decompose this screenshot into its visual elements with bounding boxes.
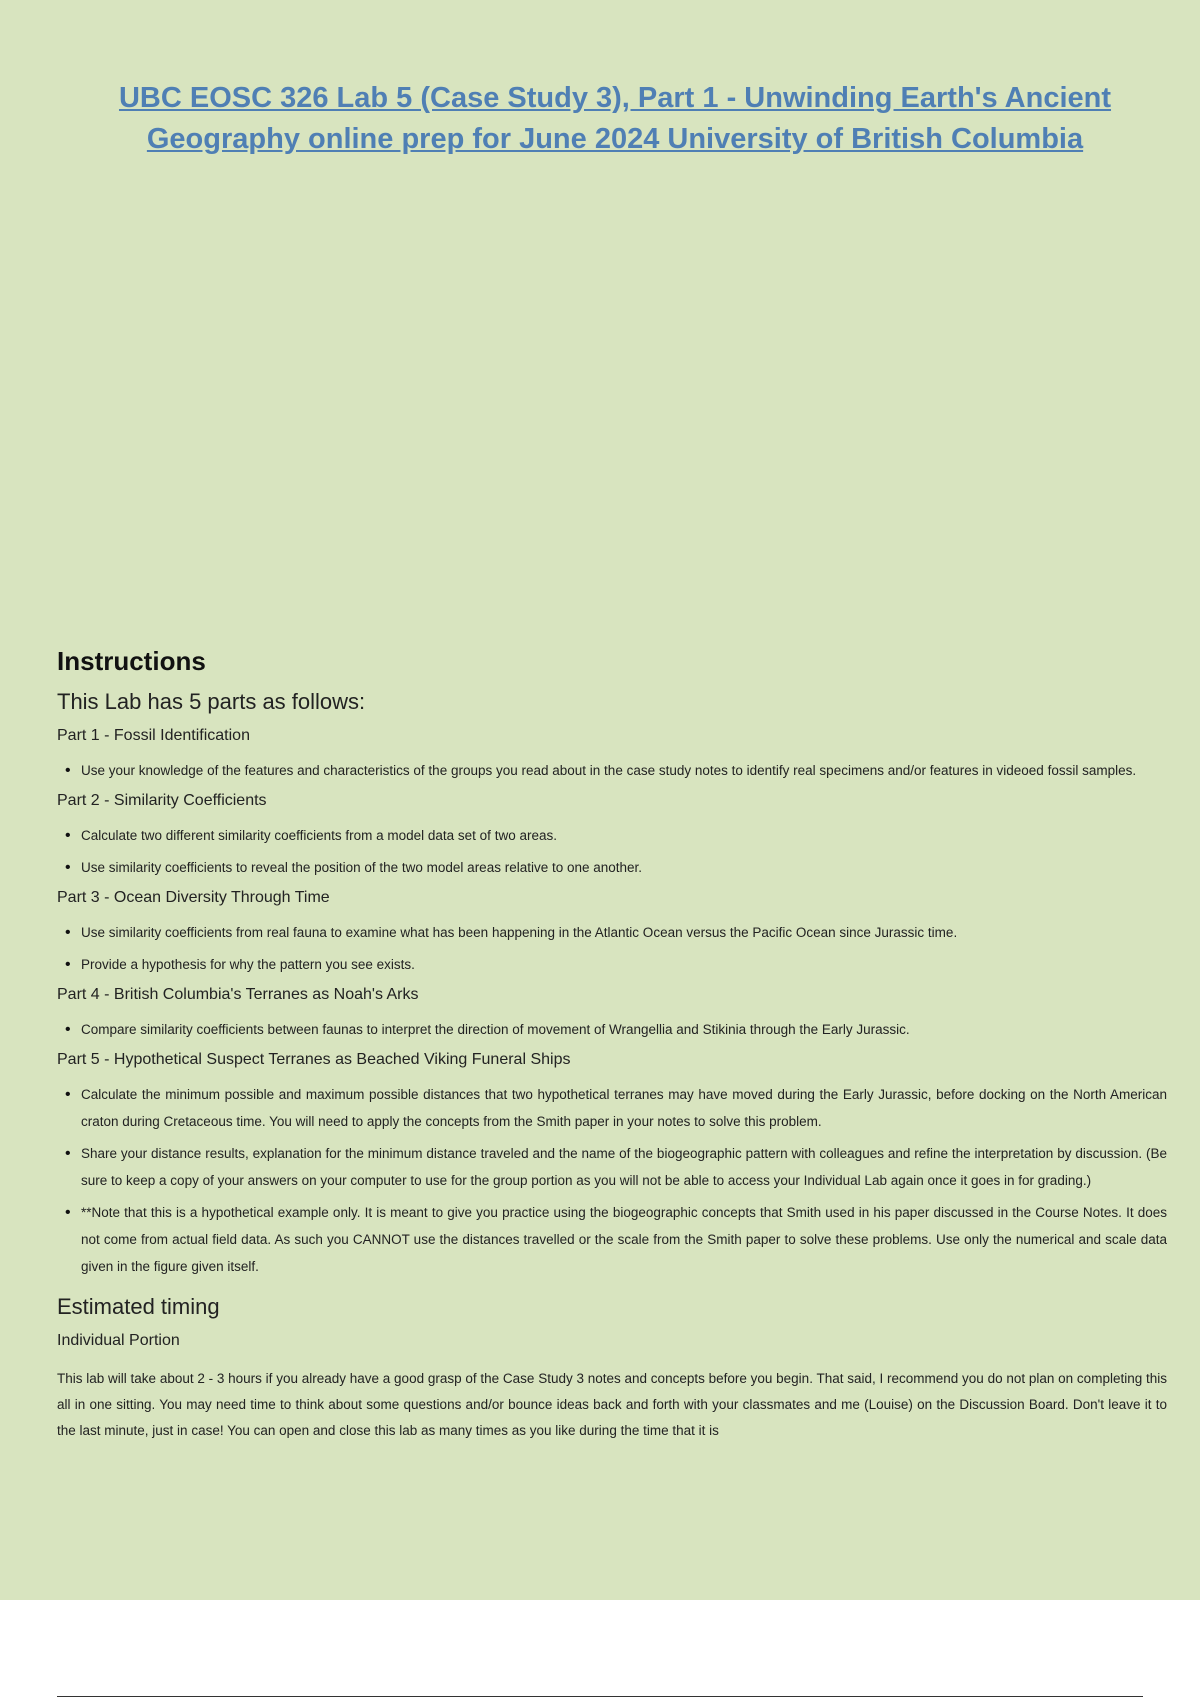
part-4-list bbox=[57, 1016, 1167, 1043]
list-item: • Use your knowledge of the features and characteristics of the groups you read about in the case study notes to identify real specimens and/or features in videoed fossil samples. bbox=[65, 757, 1167, 784]
timing-heading: Estimated timing bbox=[57, 1294, 220, 1319]
part-1-title: Part 1 - Fossil Identification bbox=[57, 727, 250, 744]
part-2-list bbox=[57, 822, 1167, 881]
list-item: • Calculate the minimum possible and maximum possible distances that two hypothetical terranes may have moved during the Early Jurassic, before docking on the North American craton during Cretaceous time. You will need to apply the concepts from the Smith paper in your notes to solve this problem. bbox=[65, 1081, 1167, 1135]
timing-paragraph: This lab will take about 2 - 3 hours if you already have a good grasp of the Case Study 3 notes and concepts before you begin. That said, I recommend you do not plan on completing this all in one sitting. You may need time to think about some questions and/or bounce ideas back and forth with your classmates and me (Louise) on the Discussion Board. Don't leave it to the last minute, just in case! You can open and close this lab as many times as you like during the time that it is bbox=[57, 1371, 1167, 1438]
list-item: • Use similarity coefficients to reveal the position of the two model areas relative to one another. bbox=[65, 854, 1167, 881]
document-title-link[interactable]: UBC EOSC 326 Lab 5 (Case Study 3), Part 1 - Unwinding Earth's Ancient Geography online prep for June 2024 University of British Columbia bbox=[118, 82, 1112, 155]
list-item: • **Note that this is a hypothetical example only. It is meant to give you practice using the biogeographic concepts that Smith used in his paper discussed in the Course Notes. It does not come from actual field data. As such you CANNOT use the distances travelled or the scale from the Smith paper to solve these problems. Use only the numerical and scale data given in the figure given itself. bbox=[65, 1199, 1167, 1280]
part-3-list bbox=[57, 919, 1167, 978]
part-5-title: Part 5 - Hypothetical Suspect Terranes as Beached Viking Funeral Ships bbox=[57, 1051, 571, 1068]
instructions-heading: Instructions bbox=[57, 646, 206, 676]
parts-intro: This Lab has 5 parts as follows: bbox=[57, 689, 366, 714]
part-2-title: Part 2 - Similarity Coefficients bbox=[57, 792, 267, 809]
list-item: • Compare similarity coefficients between faunas to interpret the direction of movement of Wrangellia and Stikinia through the Early Jurassic. bbox=[65, 1016, 1167, 1043]
list-item: • Use similarity coefficients from real fauna to examine what has been happening in the Atlantic Ocean versus the Pacific Ocean since Jurassic time. bbox=[65, 919, 1167, 946]
document-body bbox=[57, 646, 1167, 1444]
part-4-title: Part 4 - British Columbia's Terranes as Noah's Arks bbox=[57, 986, 419, 1003]
list-item: • Calculate two different similarity coefficients from a model data set of two areas. bbox=[65, 822, 1167, 849]
list-item: • Share your distance results, explanation for the minimum distance traveled and the name of the biogeographic pattern with colleagues and refine the interpretation by discussion. (Be sure to keep a copy of your answers on your computer to use for the group portion as you will not be able to access your Individual Lab again once it goes in for grading.) bbox=[65, 1140, 1167, 1194]
individual-portion-heading: Individual Portion bbox=[57, 1332, 180, 1349]
footer-divider bbox=[57, 1696, 1143, 1697]
part-1-list bbox=[57, 757, 1167, 784]
part-5-list bbox=[57, 1081, 1167, 1280]
list-item: • Provide a hypothesis for why the pattern you see exists. bbox=[65, 951, 1167, 978]
part-3-title: Part 3 - Ocean Diversity Through Time bbox=[57, 889, 330, 906]
